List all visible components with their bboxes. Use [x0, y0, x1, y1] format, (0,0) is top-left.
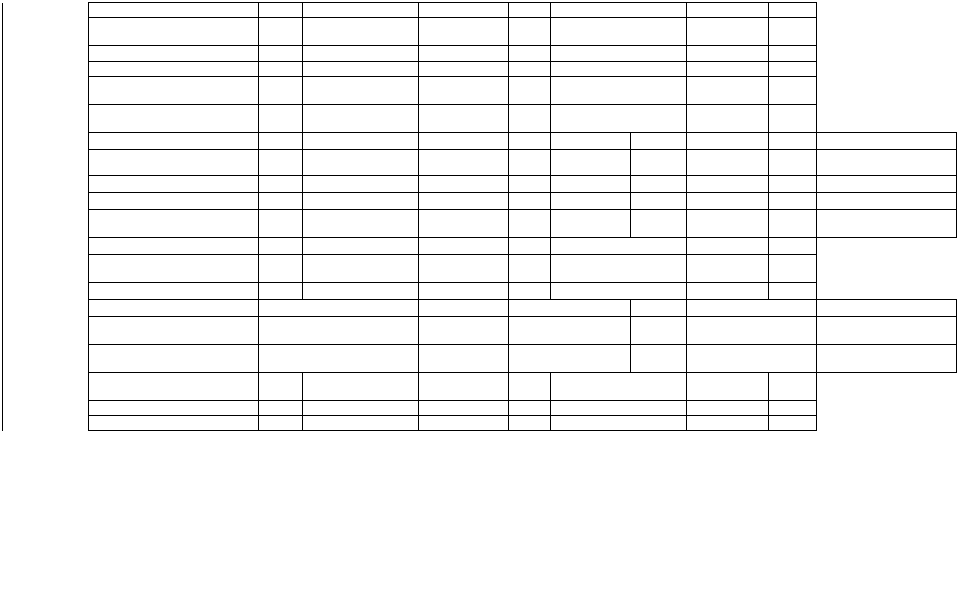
hours-cell	[551, 3, 687, 18]
hours-cell	[687, 209, 769, 237]
subject-name	[89, 372, 259, 400]
subject-name	[89, 149, 259, 175]
hours-cell	[419, 104, 509, 132]
hours-cell	[303, 3, 419, 18]
hours-cell	[259, 104, 303, 132]
hours-cell	[687, 132, 769, 149]
hours-cell	[259, 372, 303, 400]
hours-cell	[259, 299, 419, 316]
hours-cell	[419, 149, 509, 175]
hours-cell	[509, 3, 551, 18]
hours-cell	[303, 76, 419, 104]
table-row	[3, 132, 957, 149]
hours-cell	[509, 282, 551, 299]
hours-cell	[551, 18, 687, 46]
subject-name	[89, 254, 259, 282]
hours-cell	[769, 237, 817, 254]
table-row	[3, 104, 957, 132]
subject-name	[89, 61, 259, 76]
subject-name	[89, 18, 259, 46]
hours-cell	[419, 192, 509, 209]
hours-cell	[509, 175, 551, 192]
hours-cell	[687, 149, 769, 175]
hours-cell	[687, 400, 769, 415]
table-row	[3, 372, 957, 400]
table-row	[3, 76, 957, 104]
hours-cell	[551, 149, 631, 175]
curriculum-table-page	[2, 2, 957, 431]
hours-cell	[259, 282, 303, 299]
hours-cell	[551, 175, 631, 192]
hours-cell	[509, 132, 551, 149]
table-row	[3, 254, 957, 282]
hours-cell	[259, 76, 303, 104]
hours-cell	[769, 372, 817, 400]
hours-cell	[687, 282, 769, 299]
hours-cell	[303, 372, 419, 400]
hours-cell	[817, 132, 957, 149]
hours-cell	[687, 104, 769, 132]
subject-name	[89, 192, 259, 209]
hours-cell	[631, 316, 687, 344]
hours-cell	[687, 46, 769, 61]
hours-cell	[551, 372, 687, 400]
subject-name	[89, 316, 259, 344]
module-label	[3, 132, 89, 237]
hours-cell	[509, 299, 631, 316]
hours-cell	[419, 282, 509, 299]
hours-cell	[419, 76, 509, 104]
hours-cell	[303, 149, 419, 175]
hours-cell	[509, 18, 551, 46]
hours-cell	[419, 316, 509, 344]
hours-cell	[509, 192, 551, 209]
hours-cell	[631, 132, 687, 149]
hours-cell	[303, 46, 419, 61]
hours-cell	[303, 104, 419, 132]
hours-cell	[687, 237, 769, 254]
hours-cell	[419, 175, 509, 192]
hours-cell	[419, 372, 509, 400]
table-body	[3, 3, 957, 431]
hours-cell	[551, 400, 687, 415]
hours-cell	[419, 18, 509, 46]
module-label	[3, 237, 89, 372]
subject-name	[89, 104, 259, 132]
hours-cell	[419, 237, 509, 254]
hours-cell	[769, 76, 817, 104]
table-row	[3, 316, 957, 344]
hours-cell	[551, 46, 687, 61]
hours-cell	[303, 61, 419, 76]
hours-cell	[419, 400, 509, 415]
hours-cell	[419, 3, 509, 18]
hours-cell	[259, 132, 303, 149]
hours-cell	[769, 149, 817, 175]
table-row	[3, 209, 957, 237]
hours-cell	[303, 192, 419, 209]
hours-cell	[303, 400, 419, 415]
table-row	[3, 400, 957, 415]
hours-cell	[817, 316, 957, 344]
hours-cell	[769, 61, 817, 76]
hours-cell	[769, 416, 817, 431]
hours-cell	[419, 299, 509, 316]
hours-cell	[817, 175, 957, 192]
hours-cell	[509, 254, 551, 282]
table-row	[3, 344, 957, 372]
hours-cell	[687, 61, 769, 76]
hours-cell	[769, 46, 817, 61]
hours-cell	[551, 61, 687, 76]
table-row	[3, 61, 957, 76]
hours-cell	[687, 344, 817, 372]
hours-cell	[259, 254, 303, 282]
hours-cell	[509, 209, 551, 237]
hours-cell	[509, 237, 551, 254]
hours-cell	[303, 254, 419, 282]
hours-cell	[631, 175, 687, 192]
hours-cell	[687, 3, 769, 18]
hours-cell	[687, 416, 769, 431]
hours-cell	[551, 192, 631, 209]
table-row	[3, 282, 957, 299]
hours-cell	[551, 104, 687, 132]
table-row	[3, 192, 957, 209]
hours-cell	[419, 132, 509, 149]
hours-cell	[259, 416, 303, 431]
hours-cell	[419, 46, 509, 61]
subject-name	[89, 237, 259, 254]
hours-cell	[509, 46, 551, 61]
subject-name	[89, 282, 259, 299]
hours-cell	[303, 416, 419, 431]
hours-cell	[769, 3, 817, 18]
hours-cell	[631, 299, 687, 316]
hours-cell	[259, 61, 303, 76]
hours-cell	[419, 254, 509, 282]
table-row	[3, 299, 957, 316]
hours-cell	[509, 344, 631, 372]
hours-cell	[259, 209, 303, 237]
hours-cell	[687, 18, 769, 46]
subject-name	[89, 416, 259, 431]
hours-cell	[259, 46, 303, 61]
subject-name	[89, 344, 259, 372]
table-row	[3, 237, 957, 254]
hours-cell	[551, 282, 687, 299]
hours-cell	[259, 192, 303, 209]
hours-cell	[259, 175, 303, 192]
hours-cell	[551, 237, 687, 254]
hours-cell	[509, 104, 551, 132]
hours-cell	[419, 61, 509, 76]
hours-cell	[687, 299, 817, 316]
table-row	[3, 175, 957, 192]
module-label	[3, 372, 89, 431]
hours-cell	[303, 209, 419, 237]
hours-cell	[551, 416, 687, 431]
hours-cell	[631, 344, 687, 372]
hours-cell	[419, 209, 509, 237]
hours-cell	[419, 344, 509, 372]
hours-cell	[631, 192, 687, 209]
hours-cell	[769, 132, 817, 149]
hours-cell	[551, 254, 687, 282]
hours-cell	[769, 18, 817, 46]
hours-cell	[769, 192, 817, 209]
hours-cell	[259, 18, 303, 46]
hours-cell	[259, 3, 303, 18]
hours-cell	[817, 192, 957, 209]
hours-cell	[769, 175, 817, 192]
table-row	[3, 416, 957, 431]
hours-cell	[303, 282, 419, 299]
subject-name	[89, 299, 259, 316]
hours-cell	[509, 316, 631, 344]
hours-cell	[259, 149, 303, 175]
hours-cell	[303, 237, 419, 254]
hours-cell	[769, 400, 817, 415]
hours-cell	[419, 416, 509, 431]
table-row	[3, 149, 957, 175]
hours-cell	[259, 400, 303, 415]
hours-cell	[687, 254, 769, 282]
hours-cell	[509, 416, 551, 431]
subject-name	[89, 3, 259, 18]
hours-cell	[303, 175, 419, 192]
hours-cell	[817, 299, 957, 316]
hours-cell	[509, 76, 551, 104]
subject-name	[89, 46, 259, 61]
subject-name	[89, 132, 259, 149]
hours-cell	[303, 18, 419, 46]
subject-name	[89, 209, 259, 237]
hours-cell	[303, 132, 419, 149]
hours-cell	[551, 76, 687, 104]
hours-cell	[551, 209, 631, 237]
hours-cell	[817, 149, 957, 175]
hours-cell	[509, 400, 551, 415]
hours-cell	[509, 372, 551, 400]
hours-cell	[687, 76, 769, 104]
hours-cell	[817, 344, 957, 372]
hours-cell	[509, 149, 551, 175]
hours-cell	[687, 372, 769, 400]
hours-cell	[687, 192, 769, 209]
hours-cell	[259, 237, 303, 254]
table-row	[3, 3, 957, 18]
subject-name	[89, 175, 259, 192]
table-row	[3, 18, 957, 46]
curriculum-hours-table	[2, 2, 957, 431]
hours-cell	[259, 316, 419, 344]
hours-cell	[769, 254, 817, 282]
hours-cell	[769, 209, 817, 237]
hours-cell	[817, 209, 957, 237]
subject-name	[89, 400, 259, 415]
hours-cell	[551, 132, 631, 149]
subject-name	[89, 76, 259, 104]
hours-cell	[259, 344, 419, 372]
table-row	[3, 46, 957, 61]
hours-cell	[509, 61, 551, 76]
hours-cell	[687, 316, 817, 344]
hours-cell	[687, 175, 769, 192]
hours-cell	[631, 149, 687, 175]
hours-cell	[631, 209, 687, 237]
hours-cell	[769, 104, 817, 132]
hours-cell	[769, 282, 817, 299]
module-label	[3, 3, 89, 133]
